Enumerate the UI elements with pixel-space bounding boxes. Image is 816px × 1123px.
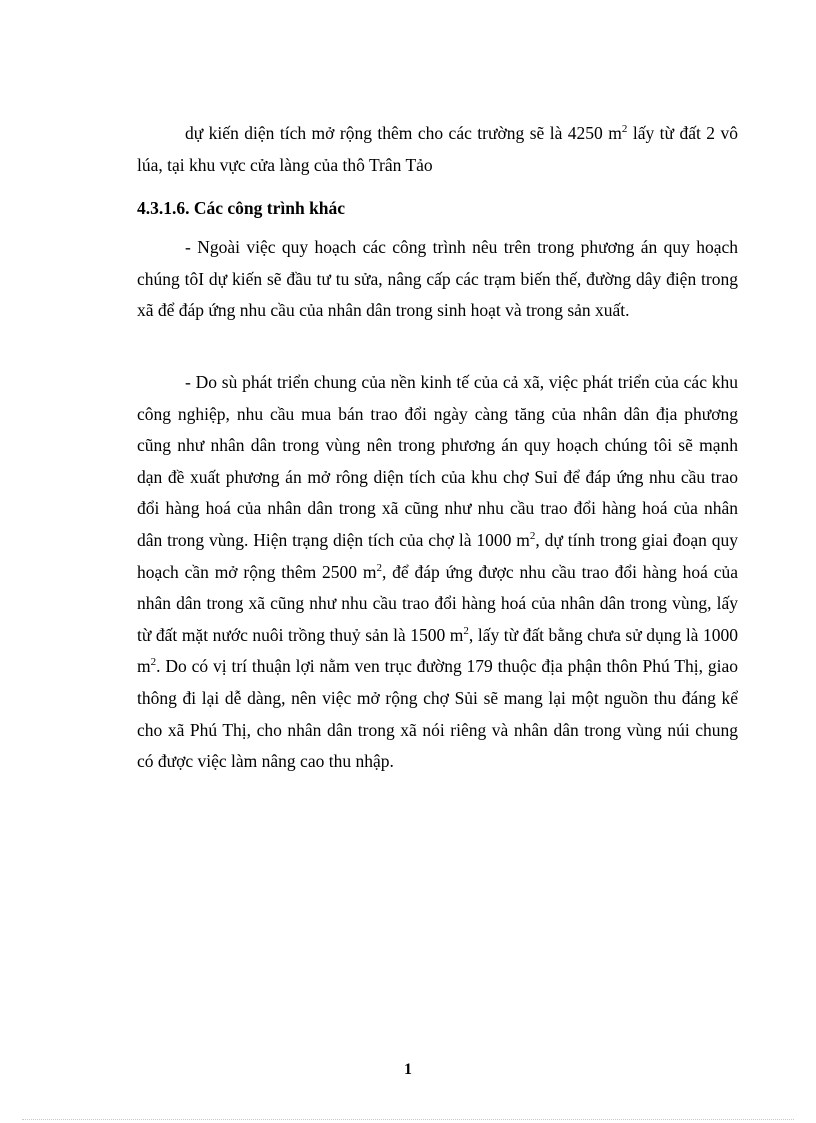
footer-divider bbox=[22, 1119, 794, 1120]
superscript: 2 bbox=[150, 656, 157, 669]
section-heading: 4.3.1.6. Các công trình khác bbox=[137, 198, 346, 218]
superscript: 2 bbox=[529, 529, 536, 542]
paragraph-market bbox=[137, 367, 738, 778]
intro-paragraph bbox=[137, 118, 738, 181]
page-number: 1 bbox=[404, 1061, 412, 1078]
intro-text-a: dự kiến diện tích mở rộng thêm cho các trường sẽ là 4250 m bbox=[185, 123, 622, 143]
superscript: 2 bbox=[621, 123, 628, 135]
para2-text-c: , để đáp ứng được nhu cầu trao đổi hàng hoá của nhân dân trong xã cũng như nhu cầu trao đổi hàng hoá của nhân dân trong vùng, lấy từ đất mặt nước nuôi trồng thuỷ sản là 1500 m bbox=[137, 561, 739, 645]
superscript: 2 bbox=[463, 624, 469, 637]
intro-text-b: lấy từ đất 2 vô lúa, tại khu vực cửa làng của thô Trân Tảo bbox=[137, 123, 738, 175]
para2-text-b: , dự tính trong giai đoạn quy hoạch cần mở rộng thêm 2500 m bbox=[137, 529, 738, 582]
paragraph-electric: - Ngoài việc quy hoạch các công trình nêu trên trong phương án quy hoạch chúng tôI dự kiến sẽ đầu tư tu sửa, nâng cấp các trạm biến thế, đường dây điện trong xã để đáp ứng nhu cầu của nhân dân trong sinh hoạt và trong sản xuất. bbox=[137, 237, 738, 321]
para2-text-d: , lấy từ đất bằng chưa sử dụng là 1000 m bbox=[137, 624, 738, 677]
para2-text-e: . Do có vị trí thuận lợi nằm ven trục đường 179 thuộc địa phận thôn Phú Thị, giao thông đi lại dễ dàng, nên việc mở rộng chợ Sủi sẽ mang lại một nguồn thu đáng kể cho xã Phú Thị, cho nhân dân trong xã nói riêng và nhân dân trong vùng núi chung có được việc làm nâng cao thu nhập. bbox=[137, 656, 738, 772]
superscript: 2 bbox=[376, 561, 382, 574]
para2-text-a: - Do sù phát triển chung của nền kinh tế của cả xã, việc phát triển của các khu công nghiệp, nhu cầu mua bán trao đổi ngày càng tăng của nhân dân địa phương cũng như nhân dân trong vùng nên trong phương án quy hoạch chúng tôi sẽ mạnh dạn đề xuất phương án mở rông diện tích của khu chợ Suỉ để đáp ứng nhu cầu trao đổi hàng hoá của nhân dân trong xã cũng như nhu cầu trao đổi hàng hoá của nhân dân trong vùng. Hiện trạng diện tích của chợ là 1000 m bbox=[137, 372, 738, 550]
